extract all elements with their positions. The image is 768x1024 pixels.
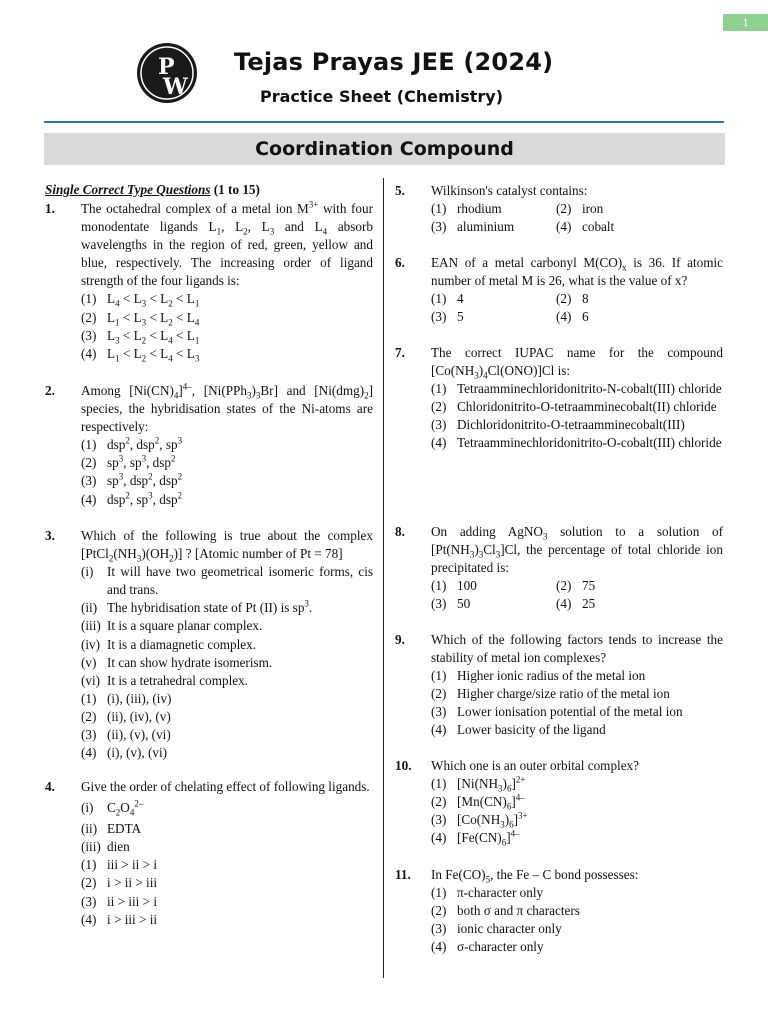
pw-logo (136, 42, 198, 104)
question-8 (395, 523, 723, 613)
ligand-item: (ii) EDTA (81, 821, 142, 837)
section-header (45, 182, 260, 198)
question-1 (45, 200, 373, 363)
question-text: Among $[Ni(CN)_4]^{4-}$, $[Ni(PPh_3)_3Br]$ and $[Ni(dmg)_2]$ species, the hybridisation states of the Ni-atoms are respectively: (81, 381, 373, 435)
option-2[interactable]: (2) $[Mn(CN)_6]^{4-}$ (431, 792, 525, 812)
question-text: Which one is an outer orbital complex? (431, 758, 639, 773)
option-4[interactable]: (4) $L_1 < L_2 < L_4 < L_3$ (81, 345, 200, 364)
question-11 (395, 866, 723, 956)
column-divider (383, 178, 384, 978)
topic-banner: Coordination Compound (44, 133, 725, 165)
option-3[interactable]: (3) $sp^3$, dsp$^2$, dsp$^2$ (81, 472, 183, 489)
option-1[interactable]: (1) $[Ni(NH_3)_6]^{2+}$ (431, 774, 526, 794)
question-6 (395, 254, 723, 326)
question-3 (45, 527, 373, 762)
page-title: Tejas Prayas JEE (2024) (234, 48, 554, 76)
option-2[interactable]: (2) $L_1 < L_3 < L_2 < L_4$ (81, 309, 200, 328)
option-3[interactable]: (3) (ii), (v), (vi) (81, 727, 171, 743)
statement: (ii) The hybridisation state of Pt (II) is $sp^3$. (81, 598, 313, 616)
question-number: 3. (45, 528, 55, 543)
option-4[interactable]: (4) 6 (556, 309, 589, 325)
question-number: 6. (395, 255, 405, 270)
question-text: In $Fe(CO)_5$, the Fe – C bond possesses: (431, 867, 639, 885)
option-4[interactable]: (4) 25 (556, 596, 596, 612)
option-1[interactable]: (1) π-character only (431, 885, 544, 901)
ligand-item: (i) $C_2O_4^{2-}$ (81, 798, 144, 818)
option-1[interactable]: (1) rhodium (431, 201, 502, 217)
header-rule (44, 121, 724, 123)
option-2[interactable]: (2) (ii), (iv), (v) (81, 708, 171, 724)
ligand-item: (iii) dien (81, 839, 130, 855)
page-number: 1 (723, 14, 768, 31)
option-3[interactable]: (3) 5 (431, 309, 464, 325)
option-2[interactable]: (2) Chloridonitrito-O-tetraamminecobalt(II) chloride (431, 399, 717, 415)
option-2[interactable]: (2) i > ii > iii (81, 875, 158, 891)
option-3[interactable]: (3) aluminium (431, 219, 515, 235)
question-text: Wilkinson's catalyst contains: (431, 183, 588, 198)
option-2[interactable]: (2) iron (556, 201, 604, 217)
option-4[interactable]: (4) cobalt (556, 219, 615, 235)
section-range: (1 to 15) (213, 182, 260, 197)
option-3[interactable]: (3) ionic character only (431, 921, 562, 937)
option-4[interactable]: (4) Lower basicity of the ligand (431, 722, 606, 738)
question-number: 2. (45, 383, 55, 398)
option-4[interactable]: (4) σ-character only (431, 939, 544, 955)
question-number: 7. (395, 345, 405, 360)
question-4 (45, 778, 373, 929)
option-1[interactable]: (1) 4 (431, 291, 464, 307)
option-4[interactable]: (4) $[Fe(CN)_6]^{4-}$ (431, 828, 520, 849)
question-9 (395, 631, 723, 740)
question-10 (395, 757, 723, 847)
question-text: Give the order of chelating effect of following ligands. (81, 779, 370, 794)
page-subtitle: Practice Sheet (Chemistry) (260, 87, 504, 106)
statement: (v) It can show hydrate isomerism. (81, 654, 273, 670)
option-4[interactable]: (4) (i), (v), (vi) (81, 745, 168, 761)
statement: (vi) It is a tetrahedral complex. (81, 672, 248, 688)
option-3[interactable]: (3) Lower ionisation potential of the metal ion (431, 704, 683, 720)
option-3[interactable]: (3) $[Co(NH_3)_6]^{3+}$ (431, 810, 528, 830)
option-3[interactable]: (3) 50 (431, 596, 471, 612)
statement: (iv) It is a diamagnetic complex. (81, 636, 257, 652)
question-number: 5. (395, 183, 405, 198)
question-5 (395, 182, 723, 236)
option-4[interactable]: (4) Tetraamminechloridonitrito-O-cobalt(III) chloride (431, 435, 722, 451)
option-2[interactable]: (2) both σ and π characters (431, 903, 580, 919)
question-number: 8. (395, 524, 405, 539)
question-number: 9. (395, 632, 405, 647)
question-number: 4. (45, 779, 55, 794)
option-3[interactable]: (3) Dichloridonitrito-O-tetraamminecobalt(III) (431, 417, 685, 433)
option-2[interactable]: (2) Higher charge/size ratio of the metal ion (431, 686, 670, 702)
option-1[interactable]: (1) 100 (431, 578, 477, 594)
option-1[interactable]: (1) iii > ii > i (81, 857, 158, 873)
question-2 (45, 382, 373, 509)
option-1[interactable]: (1) (i), (iii), (iv) (81, 690, 172, 706)
option-1[interactable]: (1) Tetraamminechloridonitrito-N-cobalt(III) chloride (431, 381, 722, 397)
svg-text:P: P (158, 54, 175, 80)
question-number: 11. (395, 867, 411, 882)
question-text: The correct IUPAC name for the compound $[Co(NH_3)_4Cl(ONO)]Cl$ is: (431, 345, 723, 381)
statement: (i) It will have two geometrical isomeric forms, cis and trans. (81, 564, 373, 598)
option-1[interactable]: (1) $L_4 < L_3 < L_2 < L_1$ (81, 291, 200, 310)
question-7 (395, 344, 723, 453)
question-number: 10. (395, 758, 412, 773)
option-1[interactable]: (1) Higher ionic radius of the metal ion (431, 668, 646, 684)
svg-text:W: W (163, 74, 188, 100)
option-1[interactable]: (1) dsp$^2$, dsp$^2$, $sp^3$ (81, 435, 183, 453)
question-text: EAN of a metal carbonyl $M(CO)_x$ is 36. If atomic number of metal M is 26, what is the value of x? (431, 255, 723, 289)
option-2[interactable]: (2) 75 (556, 578, 596, 594)
option-3[interactable]: (3) ii > iii > i (81, 893, 158, 909)
question-text: Which of the following factors tends to increase the stability of metal ion complexes? (431, 632, 723, 666)
statement: (iii) It is a square planar complex. (81, 618, 263, 634)
section-type: Single Correct Type Questions (45, 182, 211, 197)
option-4[interactable]: (4) dsp$^2$, $sp^3$, dsp$^2$ (81, 490, 183, 507)
question-text: The octahedral complex of a metal ion $M^{3+}$ with four monodentate ligands $L_1$, $L_2$, $L_3$ and $L_4$ absorb wavelengths in the region of red, green, yellow and blue, respectively. The increasing order of ligand strength of the four ligands is: (81, 199, 373, 289)
option-2[interactable]: (2) $sp^3$, $sp^3$, dsp$^2$ (81, 453, 176, 471)
option-4[interactable]: (4) i > iii > ii (81, 911, 158, 927)
question-text: On adding AgNO$_3$ solution to a solution of $[Pt(NH_3)_3Cl_3]Cl$, the percentage of total chloride ion precipitated is: (431, 524, 724, 576)
option-2[interactable]: (2) 8 (556, 291, 589, 307)
option-3[interactable]: (3) $L_3 < L_2 < L_4 < L_1$ (81, 327, 200, 346)
question-text: Which of the following is true about the complex $[PtCl_2(NH_3)(OH_2)]$ ? [Atomic number of Pt = 78] (81, 528, 373, 564)
question-number: 1. (45, 201, 55, 216)
